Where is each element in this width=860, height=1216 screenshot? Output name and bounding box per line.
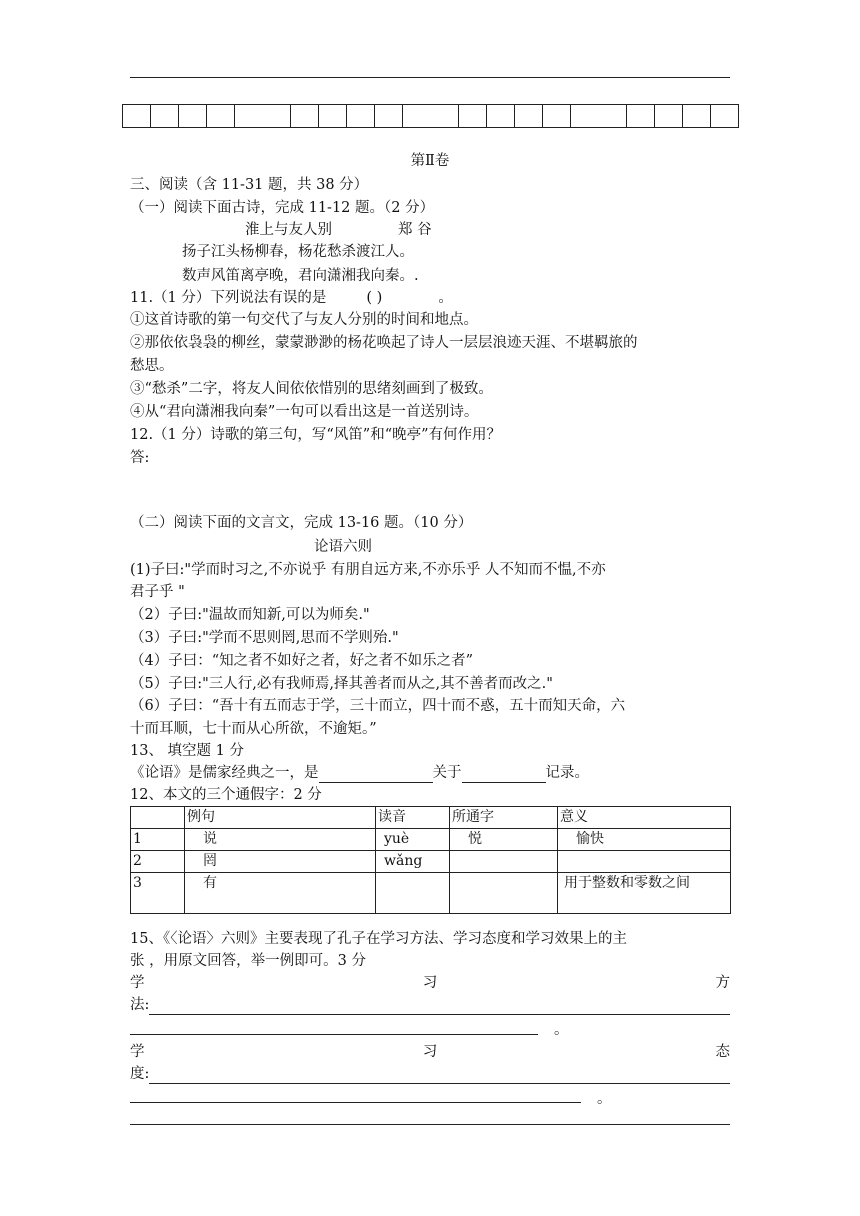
table-row (131, 829, 731, 851)
grid-cell[interactable] (179, 105, 207, 128)
prose-line: 君子乎 " (130, 584, 185, 600)
pronunciation[interactable]: wǎng (376, 851, 450, 873)
tongjiazi-table (130, 806, 731, 914)
header-cell (131, 807, 185, 829)
q12-stem: 12.（1 分）诗歌的第三句，写“风笛”和“晚亭”有何作用？ (130, 427, 502, 443)
grid-cell[interactable] (543, 105, 571, 128)
grid-cell[interactable] (347, 105, 375, 128)
example-char: 有 (185, 873, 376, 914)
prose-instruction: （二）阅读下面的文言文，完成 13-16 题。（10 分） (130, 515, 473, 531)
q11-option: ④从“君向潇湘我向秦”一句可以看出这是一首送别诗。 (130, 404, 479, 420)
table-row (131, 851, 731, 873)
grid-cell[interactable] (319, 105, 347, 128)
meaning[interactable] (558, 851, 731, 873)
header-cell: 例句 (185, 807, 376, 829)
attitude-char: 态 (715, 1044, 730, 1060)
attitude-period: 。 (597, 1091, 612, 1107)
prose-line: （5）子曰:"三人行,必有我师焉,择其善者而从之,其不善者而改之." (130, 676, 553, 692)
prose-line: （2）子曰:"温故而知新,可以为师矣." (130, 607, 370, 623)
bottom-rule (130, 1124, 730, 1125)
example-char: 罔 (185, 851, 376, 873)
method-period: 。 (554, 1022, 569, 1038)
pronunciation[interactable]: yuè (376, 829, 450, 851)
method-answer-row (130, 995, 730, 1015)
q13-fill (130, 763, 589, 783)
q11-option-cont: 愁思。 (130, 358, 174, 374)
section-title: 三、阅读（含 11-31 题，共 38 分） (130, 177, 369, 193)
method-char: 方 (715, 975, 730, 991)
q11-option: ②那依依袅袅的柳丝，蒙蒙渺渺的杨花唤起了诗人一层层浪迹天涯、不堪羁旅的 (130, 335, 638, 351)
q13-blank-2[interactable] (462, 766, 546, 783)
grid-cell[interactable] (711, 105, 739, 128)
q11-stem (130, 288, 453, 308)
q13-blank-1[interactable] (319, 766, 433, 783)
prose-line: （6）子曰：“吾十有五而志于学，三十而立，四十而不惑，五十而知天命，六 (130, 698, 626, 714)
answer-grid (122, 104, 739, 128)
tong-char[interactable] (450, 873, 558, 914)
grid-cell[interactable] (375, 105, 403, 128)
prose-line: （4）子曰：“知之者不如好之者，好之者不如乐之者” (130, 653, 474, 669)
q11-stem-text: 11.（1 分）下列说法有误的是 (130, 290, 327, 306)
grid-cell[interactable] (459, 105, 487, 128)
q15-stem-1: 15、《〈论语〉六则》主要表现了孔子在学习方法、学习态度和学习效果上的主 (130, 931, 627, 947)
pronunciation[interactable] (376, 873, 450, 914)
prose-line: （3）子曰:"学而不思则罔,思而不学则殆." (130, 630, 399, 646)
meaning[interactable]: 愉快 (558, 829, 731, 851)
q11-option: ①这首诗歌的第一句交代了与友人分别的时间和地点。 (130, 312, 478, 328)
grid-cell[interactable] (487, 105, 515, 128)
poem-author: 郑 谷 (398, 222, 432, 238)
method-answer-line-2[interactable] (130, 1034, 538, 1035)
tong-char[interactable]: 悦 (450, 829, 558, 851)
q15-stem-2: 张 ，用原文回答，举一例即可。3 分 (130, 953, 366, 969)
q11-answer-paren[interactable]: ( ) (366, 290, 383, 306)
tong-char[interactable] (450, 851, 558, 873)
row-number: 2 (131, 851, 185, 873)
method-char: 学 (130, 975, 145, 991)
grid-cell[interactable] (207, 105, 235, 128)
attitude-answer-line[interactable] (149, 1067, 730, 1084)
q12-answer-label: 答: (130, 450, 150, 466)
attitude-label-end: 度: (130, 1066, 150, 1082)
attitude-answer-row (130, 1064, 730, 1084)
grid-cell[interactable] (683, 105, 711, 128)
q14-label: 12、本文的三个通假字：2 分 (130, 787, 322, 803)
method-prompt (130, 973, 730, 993)
poem-title: 淮上与友人别 (245, 222, 332, 238)
q13-label: 13、 填空题 1 分 (130, 743, 245, 759)
poem-instruction: （一）阅读下面古诗，完成 11-12 题。（2 分） (130, 200, 435, 216)
grid-cell[interactable] (515, 105, 543, 128)
method-answer-line[interactable] (149, 998, 730, 1015)
row-number: 3 (131, 873, 185, 914)
header-cell: 所通字 (450, 807, 558, 829)
part-title: 第Ⅱ卷 (410, 153, 450, 169)
grid-cell[interactable] (151, 105, 179, 128)
prose-line: 十而耳顺，七十而从心所欲，不逾矩。” (130, 721, 377, 737)
grid-cell[interactable] (403, 105, 459, 128)
row-number: 1 (131, 829, 185, 851)
attitude-char: 习 (422, 1044, 438, 1060)
poem-line-2: 数声风笛离亭晚，君向潇湘我向秦。. (182, 268, 419, 284)
grid-cell[interactable] (123, 105, 151, 128)
method-label-end: 法: (130, 997, 150, 1013)
attitude-answer-line-2[interactable] (130, 1102, 581, 1103)
q11-end: 。 (438, 290, 453, 306)
grid-cell[interactable] (571, 105, 627, 128)
header-cell: 意义 (558, 807, 731, 829)
example-char: 说 (185, 829, 376, 851)
header-cell: 读音 (376, 807, 450, 829)
poem-line-1: 扬子江头杨柳春，杨花愁杀渡江人。 (182, 244, 414, 260)
grid-cell[interactable] (235, 105, 291, 128)
method-char: 习 (422, 975, 438, 991)
attitude-char: 学 (130, 1044, 145, 1060)
prose-line: (1)子曰:"学而时习之,不亦说乎 有朋自远方来,不亦乐乎 人不知而不愠,不亦 (130, 562, 606, 578)
attitude-prompt (130, 1042, 730, 1062)
table-header-row (131, 807, 731, 829)
grid-cell[interactable] (627, 105, 655, 128)
table-row (131, 873, 731, 914)
top-rule (130, 77, 730, 78)
grid-cell[interactable] (291, 105, 319, 128)
meaning[interactable]: 用于整数和零数之间 (558, 873, 731, 914)
q13-text-b: 关于 (432, 765, 462, 781)
prose-title: 论语六则 (314, 539, 372, 555)
q11-option: ③“愁杀”二字，将友人间依依惜别的思绪刻画到了极致。 (130, 381, 493, 397)
grid-cell[interactable] (655, 105, 683, 128)
q13-text-c: 记录。 (545, 765, 589, 781)
q13-text-a: 《论语》是儒家经典之一，是 (130, 765, 319, 781)
